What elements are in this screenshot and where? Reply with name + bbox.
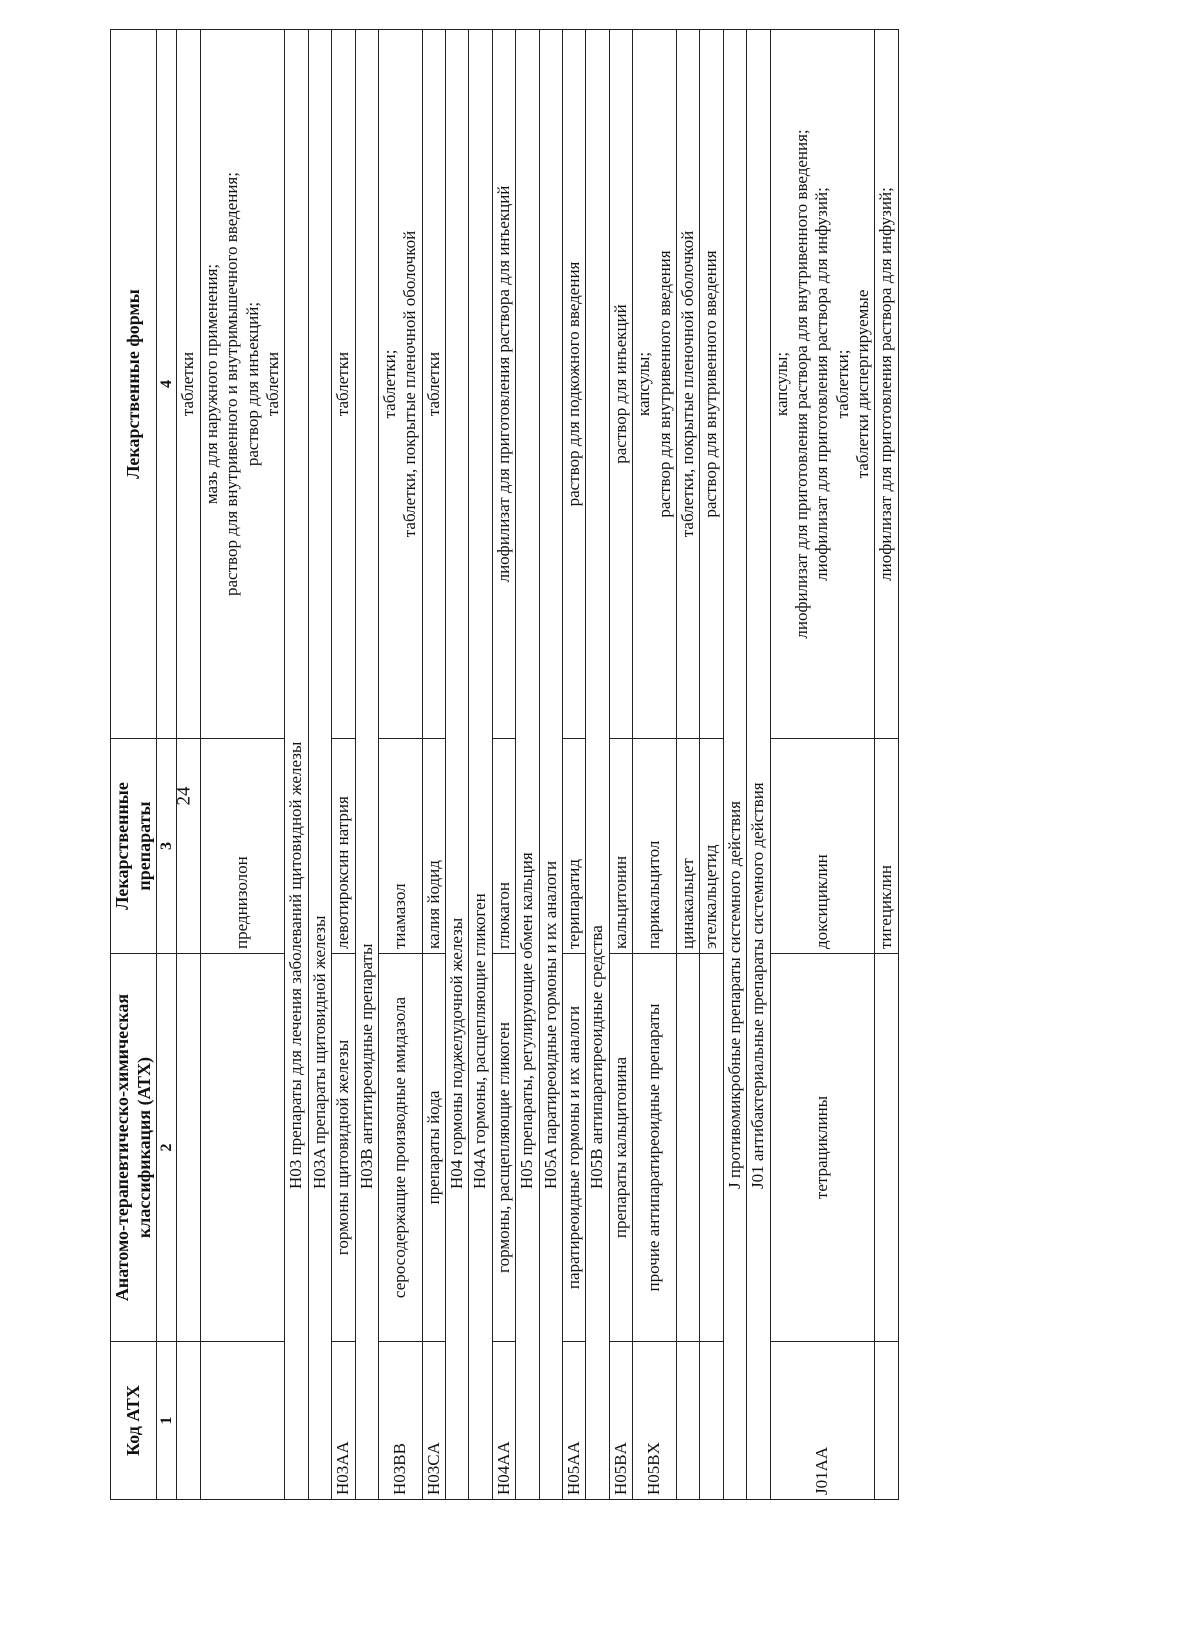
dosage-form-cell: раствор для инъекций <box>609 30 632 739</box>
classification-cell: препараты йода <box>422 954 445 1342</box>
drug-cell: тигециклин <box>875 739 898 954</box>
dosage-form-cell: таблетки <box>177 30 200 739</box>
atc-code-cell <box>875 1342 898 1500</box>
table-row <box>177 30 200 1500</box>
group-heading: H05B антипаратиреоидные средства <box>586 30 609 1500</box>
group-heading: J противомикробные препараты системного действия <box>723 30 746 1500</box>
dosage-form-cell: таблетки <box>332 30 355 739</box>
atc-code-cell: H04AA <box>492 1342 515 1500</box>
classification-cell <box>875 954 898 1342</box>
table-row <box>422 30 445 1500</box>
table-body <box>177 30 899 1500</box>
table-row <box>378 30 422 1500</box>
atc-code-cell <box>200 1342 285 1500</box>
rotated-page <box>110 30 990 1500</box>
group-heading: H03 препараты для лечения заболеваний щитовидной железы <box>285 30 308 1500</box>
drug-cell: калия йодид <box>422 739 445 954</box>
atc-table <box>110 29 899 1500</box>
atc-code-cell: H03AA <box>332 1342 355 1500</box>
group-heading-row <box>308 30 331 1500</box>
table-row <box>633 30 677 1500</box>
group-heading: H03B антитиреоидные препараты <box>355 30 378 1500</box>
atc-code-cell: H05BA <box>609 1342 632 1500</box>
group-heading-row <box>586 30 609 1500</box>
classification-cell: гормоны, расщепляющие гликоген <box>492 954 515 1342</box>
dosage-form-cell: таблетки <box>422 30 445 739</box>
dosage-form-cell: мазь для наружного применения; раствор для внутривенного и внутримышечного введения; раствор для инъекций; таблетки <box>200 30 285 739</box>
drug-cell: парикальцитол <box>633 739 677 954</box>
group-heading: J01 антибактериальные препараты системного действия <box>747 30 770 1500</box>
table-row <box>332 30 355 1500</box>
table-row <box>563 30 586 1500</box>
group-heading-row <box>747 30 770 1500</box>
column-number: 2 <box>157 954 177 1342</box>
atc-code-cell: H03BB <box>378 1342 422 1500</box>
classification-cell <box>200 954 285 1342</box>
table-row <box>492 30 515 1500</box>
atc-code-cell: H05AA <box>563 1342 586 1500</box>
dosage-form-cell: лиофилизат для приготовления раствора для инфузий; <box>875 30 898 739</box>
drug-cell: терипаратид <box>563 739 586 954</box>
group-heading: H05 препараты, регулирующие обмен кальция <box>516 30 539 1500</box>
group-heading-row <box>539 30 562 1500</box>
group-heading: H04 гормоны поджелудочной железы <box>446 30 469 1500</box>
table-row <box>609 30 632 1500</box>
table-row <box>676 30 699 1500</box>
group-heading-row <box>446 30 469 1500</box>
classification-cell: серосодержащие производные имидазола <box>378 954 422 1342</box>
group-heading-row <box>723 30 746 1500</box>
column-number: 1 <box>157 1342 177 1500</box>
table-row <box>770 30 875 1500</box>
drug-cell: левотироксин натрия <box>332 739 355 954</box>
drug-cell: кальцитонин <box>609 739 632 954</box>
classification-cell <box>700 954 723 1342</box>
dosage-form-cell: капсулы; лиофилизат для приготовления раствора для внутривенного введения; лиофилизат для приготовления раствора для инфузий; таблетки; таблетки диспергируемые <box>770 30 875 739</box>
classification-cell <box>676 954 699 1342</box>
group-heading-row <box>469 30 492 1500</box>
classification-cell: паратиреоидные гормоны и их аналоги <box>563 954 586 1342</box>
group-heading: H04A гормоны, расщепляющие гликоген <box>469 30 492 1500</box>
header-row <box>111 30 157 1500</box>
header-drugs: Лекарственные препараты <box>111 739 157 954</box>
table-row <box>200 30 285 1500</box>
classification-cell: прочие антипаратиреоидные препараты <box>633 954 677 1342</box>
drug-cell: преднизолон <box>200 739 285 954</box>
header-classification: Анатомо-терапевтическо-химическая классификация (АТХ) <box>111 954 157 1342</box>
group-heading-row <box>355 30 378 1500</box>
group-heading: H05A паратиреоидные гормоны и их аналоги <box>539 30 562 1500</box>
classification-cell: тетрациклины <box>770 954 875 1342</box>
dosage-form-cell: лиофилизат для приготовления раствора для инъекций <box>492 30 515 739</box>
column-number: 3 <box>157 739 177 954</box>
atc-code-cell: H05BX <box>633 1342 677 1500</box>
drug-cell: этелкальцетид <box>700 739 723 954</box>
column-number-row <box>157 30 177 1500</box>
atc-code-cell <box>700 1342 723 1500</box>
dosage-form-cell: таблетки, покрытые пленочной оболочкой <box>676 30 699 739</box>
header-code: Код АТХ <box>111 1342 157 1500</box>
column-number: 4 <box>157 30 177 739</box>
group-heading-row <box>285 30 308 1500</box>
atc-code-cell <box>676 1342 699 1500</box>
page-number: 24 <box>173 786 195 806</box>
drug-cell <box>177 739 200 954</box>
header-forms: Лекарственные формы <box>111 30 157 739</box>
classification-cell: препараты кальцитонина <box>609 954 632 1342</box>
classification-cell <box>177 954 200 1342</box>
atc-code-cell: J01AA <box>770 1342 875 1500</box>
drug-cell: глюкагон <box>492 739 515 954</box>
classification-cell: гормоны щитовидной железы <box>332 954 355 1342</box>
table-row <box>700 30 723 1500</box>
dosage-form-cell: раствор для подкожного введения <box>563 30 586 739</box>
group-heading: H03A препараты щитовидной железы <box>308 30 331 1500</box>
atc-code-cell: H03CA <box>422 1342 445 1500</box>
dosage-form-cell: раствор для внутривенного введения <box>700 30 723 739</box>
drug-cell: цинакальцет <box>676 739 699 954</box>
table-row <box>875 30 898 1500</box>
group-heading-row <box>516 30 539 1500</box>
dosage-form-cell: таблетки; таблетки, покрытые пленочной оболочкой <box>378 30 422 739</box>
drug-cell: доксициклин <box>770 739 875 954</box>
atc-code-cell <box>177 1342 200 1500</box>
dosage-form-cell: капсулы; раствор для внутривенного введения <box>633 30 677 739</box>
drug-cell: тиамазол <box>378 739 422 954</box>
